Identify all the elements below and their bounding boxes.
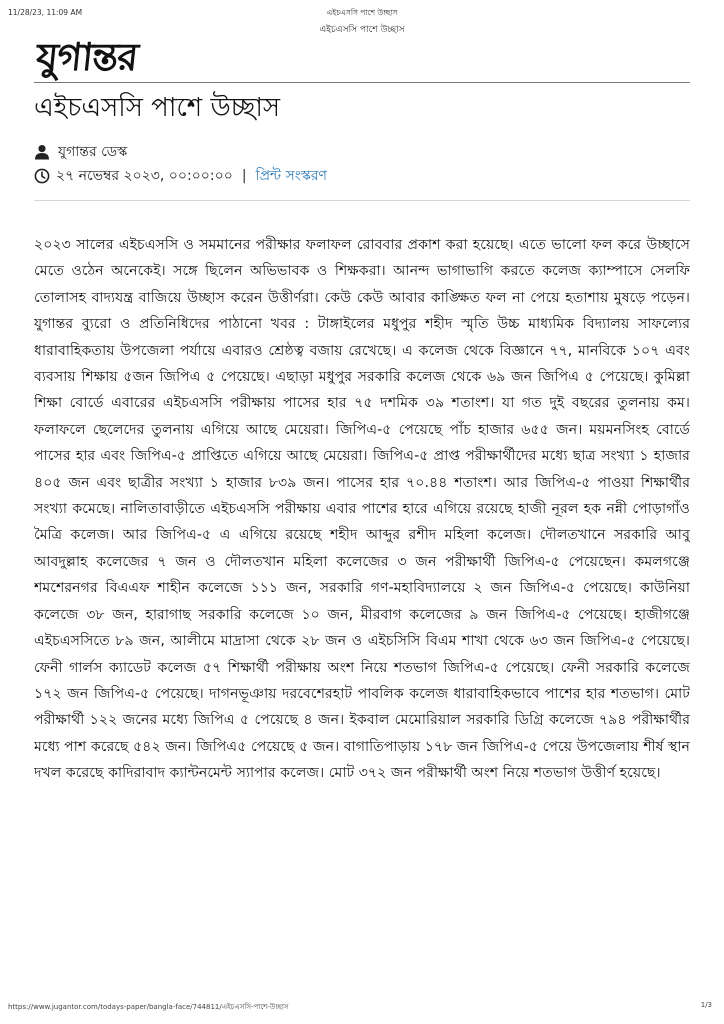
print-datetime: 11/28/23, 11:09 AM	[8, 8, 83, 17]
author-row	[34, 142, 127, 162]
date-row	[34, 166, 327, 186]
print-tab-title: এইচএসসি পাশে উচ্ছাস	[326, 8, 398, 17]
masthead-divider	[34, 82, 690, 83]
print-edition-link[interactable]: প্রিন্ট সংস্করণ	[255, 168, 328, 184]
print-url: https://www.jugantor.com/todays-paper/bangla-face/744811/এইচএসসি-পাশে-উচ্ছাস	[8, 1003, 289, 1011]
site-logo[interactable]: যুগান্তর	[34, 34, 140, 79]
author-name: যুগান্তর ডেস্ক	[58, 144, 128, 160]
content-divider	[34, 200, 690, 201]
print-footer	[0, 1001, 724, 1015]
clock-icon	[34, 168, 50, 184]
print-page-number: 1/3	[700, 1001, 712, 1009]
user-icon	[34, 144, 50, 160]
publish-date: ২৭ নভেম্বর ২০২৩, ০০:০০:০০	[56, 168, 233, 184]
print-page-title: এইচএসসি পাশে উচ্ছাস	[319, 25, 405, 35]
print-header	[0, 8, 724, 36]
article-body: ২০২৩ সালের এইচএসসি ও সমমানের পরীক্ষার ফলাফল রোববার প্রকাশ করা হয়েছে। এতে ভালো ফল করে উচ্ছাসে মেতে ওঠেন অনেকেই। সঙ্গে ছিলেন অভিভাবক ও শিক্ষকরা। আনন্দ ভাগাভাগি করতে কলেজ ক্যাম্পাসে সেলফি তোলাসহ বাদ্যযন্ত্র বাজিয়ে উচ্ছাস করেন উত্তীর্ণরা। কেউ কেউ আবার কাঙ্ক্ষিত ফল না পেয়ে হতাশায় মুষড়ে পড়েন। যুগান্তর ব্যুরো ও প্রতিনিধিদের পাঠানো খবর : টাঙ্গাইলের মধুপুর শহীদ স্মৃতি উচ্চ মাধ্যমিক বিদ্যালয় সাফল্যের ধারাবাহিকতায় উপজেলা পর্যায়ে এবারও শ্রেষ্ঠত্ব বজায় রেখেছে। এ কলেজ থেকে বিজ্ঞানে ৭৭, মানবিকে ১০৭ এবং ব্যবসায় শিক্ষায় ৫জন জিপিএ ৫ পেয়েছে। এছাড়া মধুপুর সরকারি কলেজ থেকে ৬৯ জন জিপিএ ৫ পেয়েছে। কুমিল্লা শিক্ষা বোর্ডে এবারের এইচএসসি পরীক্ষায় পাসের হার ৭৫ দশমিক ৩৯ শতাংশ। যা গত দুই বছরের তুলনায় কম। ফলাফলে ছেলেদের তুলনায় এগিয়ে আছে মেয়েরা। জিপিএ-৫ পেয়েছে পাঁচ হাজার ৬৫৫ জন। ময়মনসিংহ বোর্ডে পাসের হার এবং জিপিএ-৫ প্রাপ্তিতে এগিয়ে আছে মেয়েরা। জিপিএ-৫ প্রাপ্ত পরীক্ষার্থীদের মধ্যে ছাত্র সংখ্যা ১ হাজার ৪০৫ জন এবং ছাত্রীর সংখ্যা ১ হাজার ৮৩৯ জন। পাসের হার ৭০.৪৪ শতাংশ। আর জিপিএ-৫ পাওয়া শিক্ষার্থীর সংখ্যা কমেছে। নালিতাবাড়ীতে এইচএসসি পরীক্ষায় এবার পাশের হারে এগিয়ে রয়েছে হাজী নূরল হক নন্নী পোড়াগাঁও মৈত্রি কলেজ। আর জিপিএ-৫ এ এগিয়ে রয়েছে শহীদ আব্দুর রশীদ মহিলা কলেজ। দৌলতখানে সরকারি আবু আবদুল্লাহ কলেজের ৭ জন ও দৌলতখান মহিলা কলেজের ৩ জন পরীক্ষার্থী জিপিএ-৫ পেয়েছেন। কমলগঞ্জে শমশেরনগর বিএএফ শাহীন কলেজে ১১১ জন, সরকারি গণ-মহাবিদ্যালয়ে ২ জন জিপিএ-৫ পেয়েছে। কাউনিয়া কলেজে ৩৮ জন, হারাগাছ সরকারি কলেজে ১০ জন, মীরবাগ কলেজের ৯ জন জিপিএ-৫ পেয়েছে। হাজীগঞ্জে এইচএসসিতে ৮৯ জন, আলীমে মাদ্রাসা থেকে ২৮ জন ও এইচসিসি বিএম শাখা থেকে ৬৩ জন জিপিএ-৫ পেয়েছে। ফেনী গার্লস ক্যাডেট কলেজ ৫৭ শিক্ষার্থী পরীক্ষায় অংশ নিয়ে শতভাগ জিপিএ-৫ পেয়েছে। ফেনী সরকারি কলেজে ১৭২ জন জিপিএ-৫ পেয়েছে। দাগনভূঞায় দরবেশেরহাট পাবলিক কলেজ ধারাবাহিকভাবে পাশের হার শতভাগ। মোট পরীক্ষার্থী ১২২ জনের মধ্যে জিপিএ ৫ পেয়েছে ৪ জন। ইকবাল মেমোরিয়াল সরকারি ডিগ্রি কলেজে ৭৯৪ পরীক্ষার্থীর মধ্যে পাশ করেছে ৫৪২ জন। জিপিএ৫ পেয়েছে ৫ জন। বাগাতিপাড়ায় ১৭৮ জন জিপিএ-৫ পেয়ে উপজেলায় শীর্ষ স্থান দখল করেছে কাদিরাবাদ ক্যান্টনমেন্ট স্যাপার কলেজ। মোট ৩৭২ জন পরীক্ষার্থী অংশ নিয়ে শতভাগ উত্তীর্ণ হয়েছে।	[34, 237, 690, 782]
meta-separator: |	[241, 168, 247, 184]
article-headline: এইচএসসি পাশে উচ্ছাস	[34, 93, 281, 123]
